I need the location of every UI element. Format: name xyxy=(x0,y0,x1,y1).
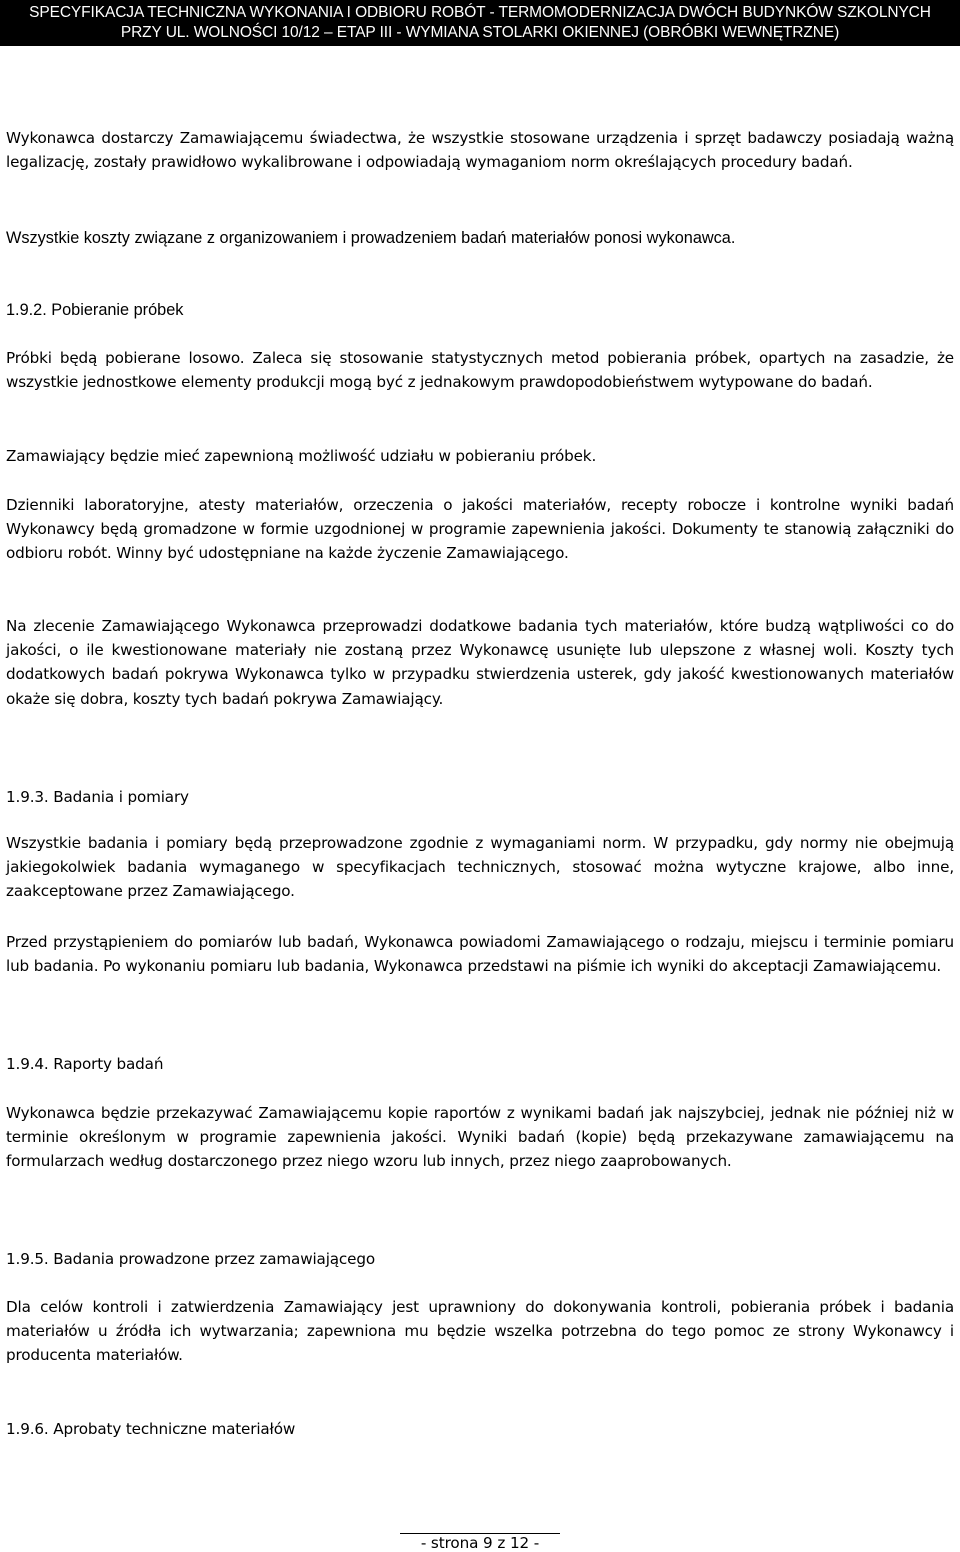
header-line-2: PRZY UL. WOLNOŚCI 10/12 – ETAP III - WYMIANA STOLARKI OKIENNEJ (OBRÓBKI WEWNĘTRZNE) xyxy=(120,24,840,41)
page-number: - strona 9 z 12 - xyxy=(420,1534,540,1552)
paragraph-additional-tests: Na zlecenie Zamawiającego Wykonawca przeprowadzi dodatkowe badania tych materiałów, które budzą wątpliwości co do jakości, o ile kwestionowane materiały nie zostaną przez Wykonawcę usunięte lub ulepszone z własnej woli. Koszty tych dodatkowych badań pokrywa Wykonawca tylko w przypadku stwierdzenia usterek, gdy jakość kwestionowanych materiałów okaże się dobra, koszty tych badań pokrywa Zamawiający. xyxy=(6,617,954,708)
paragraph-sampling: Próbki będą pobierane losowo. Zaleca się stosowanie statystycznych metod pobierania próbek, opartych na zasadzie, że wszystkie jednostkowe elementy produkcji mogą być z jednakowym prawdopodobieństwem wytypowane do badań. xyxy=(6,349,954,392)
document-header xyxy=(0,0,960,46)
paragraph-norms: Wszystkie badania i pomiary będą przeprowadzone zgodnie z wymaganiami norm. W przypadku, gdy normy nie obejmują jakiegokolwiek badania wymaganego w specyfikacjach technicznych, stosować można wytyczne krajowe, albo inne, zaakceptowane przez Zamawiającego. xyxy=(6,834,954,901)
paragraph-costs: Wszystkie koszty związane z organizowaniem i prowadzeniem badań materiałów ponosi wykonawca. xyxy=(6,229,736,247)
section-heading-1-9-4: 1.9.4. Raporty badań xyxy=(6,1055,164,1073)
paragraph-notification: Przed przystąpieniem do pomiarów lub badań, Wykonawca powiadomi Zamawiającego o rodzaju, miejscu i terminie pomiaru lub badania. Po wykonaniu pomiaru lub badania, Wykonawca przedstawi na piśmie ich wyniki do akceptacji Zamawiającemu. xyxy=(6,933,954,976)
paragraph-employer-tests: Dla celów kontroli i zatwierdzenia Zamawiający jest uprawniony do dokonywania kontroli, pobierania próbek i badania materiałów u źródła ich wytwarzania; zapewniona mu będzie wszelka potrzebna do tego pomoc ze strony Wykonawcy i producenta materiałów. xyxy=(6,1298,954,1365)
section-heading-1-9-6: 1.9.6. Aprobaty techniczne materiałów xyxy=(6,1420,296,1438)
paragraph-lab-journals: Dzienniki laboratoryjne, atesty materiałów, orzeczenia o jakości materiałów, recepty robocze i kontrolne wyniki badań Wykonawcy będą gromadzone w formie uzgodnionej w programie zapewnienia jakości. Dokumenty te stanowią załączniki do odbioru robót. Winny być udostępniane na każde życzenie Zamawiającego. xyxy=(6,496,954,563)
paragraph-participation: Zamawiający będzie mieć zapewnioną możliwość udziału w pobieraniu próbek. xyxy=(6,447,597,465)
section-heading-1-9-5: 1.9.5. Badania prowadzone przez zamawiającego xyxy=(6,1250,375,1268)
header-line-1: SPECYFIKACJA TECHNICZNA WYKONANIA I ODBIORU ROBÓT - TERMOMODERNIZACJA DWÓCH BUDYNKÓW SZKOLNYCH xyxy=(29,4,931,21)
section-heading-1-9-2: 1.9.2. Pobieranie próbek xyxy=(6,301,184,319)
paragraph-reports: Wykonawca będzie przekazywać Zamawiającemu kopie raportów z wynikami badań jak najszybciej, jednak nie później niż w terminie określonym w programie zapewnienia jakości. Wyniki badań (kopie) będą przekazywane zamawiającemu na formularzach według dostarczonego przez niego wzoru lub innych, przez niego zaaprobowanych. xyxy=(6,1104,954,1171)
paragraph-certificates: Wykonawca dostarczy Zamawiającemu świadectwa, że wszystkie stosowane urządzenia i sprzęt badawczy posiadają ważną legalizację, zostały prawidłowo wykalibrowane i odpowiadają wymaganiom norm określających procedury badań. xyxy=(6,129,954,172)
section-heading-1-9-3: 1.9.3. Badania i pomiary xyxy=(6,788,189,806)
